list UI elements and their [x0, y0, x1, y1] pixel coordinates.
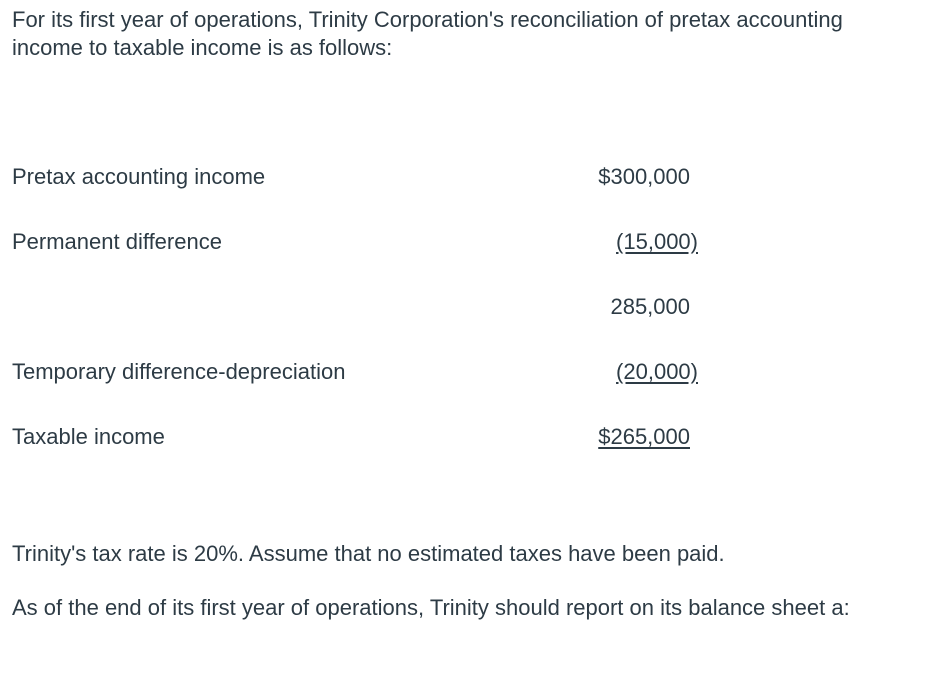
table-row	[12, 422, 712, 452]
row-label: Pretax accounting income	[12, 164, 266, 189]
tax-rate-paragraph: Trinity's tax rate is 20%. Assume that no estimated taxes have been paid.	[12, 541, 725, 566]
row-amount: $265,000	[598, 424, 690, 449]
table-row	[12, 227, 712, 257]
row-label: Taxable income	[12, 424, 165, 449]
question-paragraph: As of the end of its first year of operations, Trinity should report on its balance sheet a:	[12, 595, 850, 620]
row-amount: 285,000	[610, 294, 690, 319]
row-amount: (20,000)	[616, 359, 698, 384]
intro-text: For its first year of operations, Trinity Corporation's reconciliation of pretax accounting income to taxable income is as follows:	[12, 7, 843, 60]
table-row	[12, 292, 712, 322]
row-amount: $300,000	[598, 164, 690, 189]
row-amount: (15,000)	[616, 229, 698, 254]
row-label: Permanent difference	[12, 229, 222, 254]
table-row	[12, 162, 712, 192]
table-row	[12, 357, 712, 387]
row-label: Temporary difference-depreciation	[12, 359, 346, 384]
